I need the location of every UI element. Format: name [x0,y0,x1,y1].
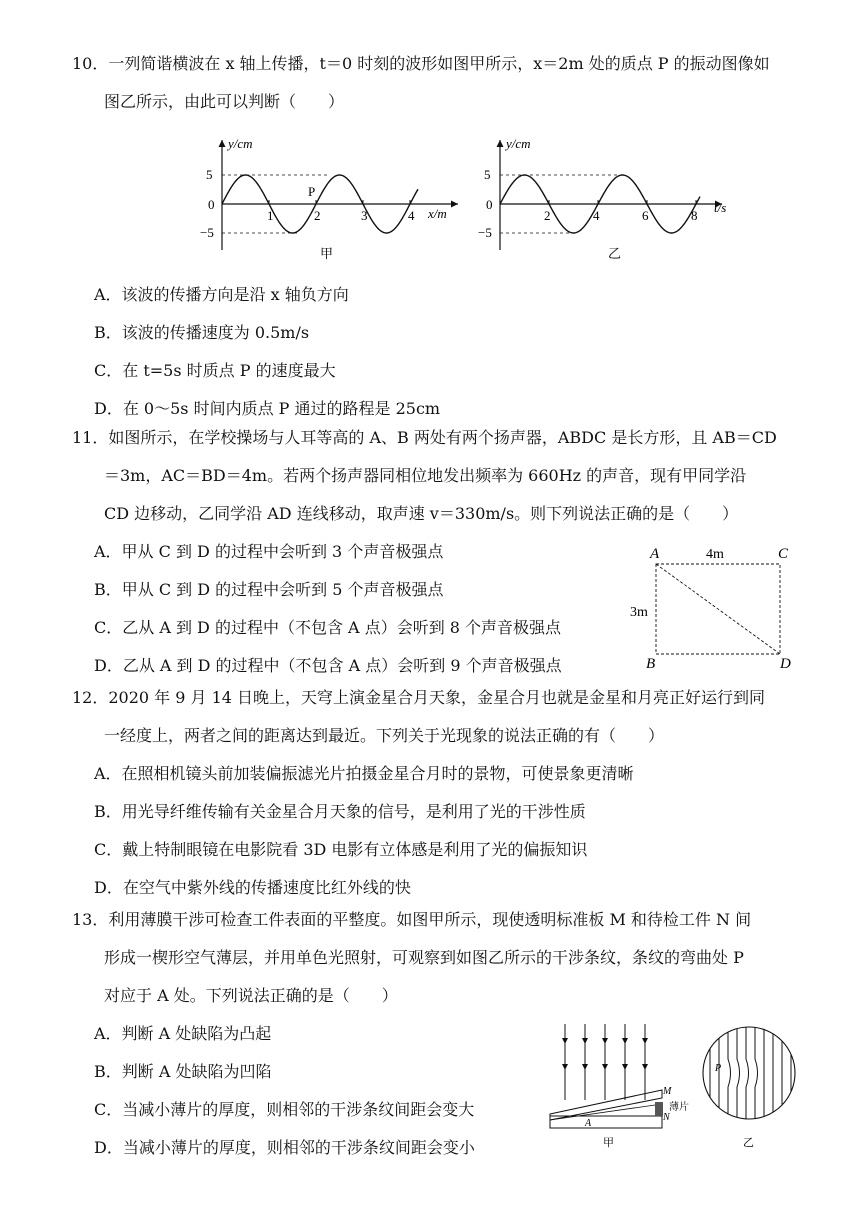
q11-label-a: A [650,546,660,562]
q13-fringe-figure [695,1015,815,1150]
q12-stem-line1: 12．2020 年 9 月 14 日晚上，天穹上演金星合月天象，金星合月也就是金星和月亮正好运行到同 [72,688,766,707]
q10-graphB-ytick-neg5: −5 [478,225,492,240]
q11-option-d: D．乙从 A 到 D 的过程中（不包含 A 点）会听到 9 个声音极强点 [94,656,562,675]
q11-stem-line3: CD 边移动，乙同学沿 AD 连线移动，取声速 v＝330m/s。则下列说法正确的是（ ） [104,504,739,523]
q11-option-c: C．乙从 A 到 D 的过程中（不包含 A 点）会听到 8 个声音极强点 [94,618,562,637]
q13-option-b: B．判断 A 处缺陷为凹陷 [94,1062,272,1081]
q10-graphA-xlabel: x/m [428,206,447,221]
q11-stem-line2: ＝3m，AC＝BD＝4m。若两个扬声器同相位地发出频率为 660Hz 的声音，现有甲同学沿 [104,466,747,485]
q10-graphA-caption: 甲 [320,246,334,261]
q12-option-b: B．用光导纤维传输有关金星合月天象的信号，是利用了光的干涉性质 [94,802,586,821]
q10-vibration-graph [478,130,748,265]
q11-stem-line1: 11．如图所示，在学校操场与人耳等高的 A、B 两处有两个扬声器，ABDC 是长方形，且 AB＝CD [72,428,777,447]
q11-rectangle-figure [628,538,808,674]
q13-option-a: A．判断 A 处缺陷为凸起 [94,1024,272,1043]
q12-option-d: D．在空气中紫外线的传播速度比红外线的快 [94,878,411,897]
q10-graphA-ytick-neg5: −5 [200,225,214,240]
q10-graphA-xtick-2: 2 [314,208,321,223]
q10-graphA-ylabel: y/cm [228,136,253,151]
q13-label-a: A [585,1118,592,1129]
q11-option-a: A．甲从 C 到 D 的过程中会听到 3 个声音极强点 [94,542,444,561]
q13-label-m: M [663,1086,672,1097]
q10-stem-line2: 图乙所示，由此可以判断（ ） [104,92,345,111]
q13-label-sheet: 薄片 [669,1102,689,1113]
q13-label-p: P [715,1063,722,1074]
q12-option-c: C．戴上特制眼镜在电影院看 3D 电影有立体感是利用了光的偏振知识 [94,840,588,859]
q11-label-c: C [778,546,789,562]
q11-label-3m: 3m [630,605,648,620]
q13-wedge-figure [545,1020,710,1150]
q10-graphA-ytick-5: 5 [206,167,213,182]
q10-graphB-xtick-8: 8 [691,208,698,223]
q13-label-n: N [663,1112,670,1123]
q10-option-b: B．该波的传播速度为 0.5m/s [94,323,310,342]
q13-caption-jia: 甲 [603,1137,614,1149]
q10-option-d: D．在 0～5s 时间内质点 P 通过的路程是 25cm [94,399,441,418]
q12-option-a: A．在照相机镜头前加装偏振滤光片拍摄金星合月时的景物，可使景象更清晰 [94,764,634,783]
q13-stem-line3: 对应于 A 处。下列说法正确的是（ ） [104,986,398,1005]
q12-stem-line2: 一经度上，两者之间的距离达到最近。下列关于光现象的说法正确的有（ ） [104,726,665,745]
q10-graphB-xlabel: t/s [714,200,727,215]
q11-label-d: D [780,656,791,672]
q10-graphB-ylabel: y/cm [506,136,531,151]
q13-caption-yi: 乙 [743,1137,754,1149]
q10-graphB-xtick-4: 4 [593,208,600,223]
q13-option-c: C．当减小薄片的厚度，则相邻的干涉条纹间距会变大 [94,1100,475,1119]
q10-graphA-xtick-1: 1 [267,208,274,223]
q13-option-d: D．当减小薄片的厚度，则相邻的干涉条纹间距会变小 [94,1138,475,1157]
q10-graphB-ytick-5: 5 [484,167,491,182]
q10-graphA-xtick-3: 3 [361,208,368,223]
q10-graphA-point-p: P [308,184,316,199]
q10-graphB-xtick-2: 2 [544,208,551,223]
q10-stem-line1: 10．一列简谐横波在 x 轴上传播，t＝0 时刻的波形如图甲所示，x＝2m 处的质点 P 的振动图像如 [72,54,770,73]
q11-option-b: B．甲从 C 到 D 的过程中会听到 5 个声音极强点 [94,580,444,599]
q10-option-a: A．该波的传播方向是沿 x 轴负方向 [94,285,349,304]
q10-graphB-caption: 乙 [608,246,622,261]
q13-stem-line1: 13．利用薄膜干涉可检查工件表面的平整度。如图甲所示，现使透明标准板 M 和待检工件 N 间 [72,910,752,929]
q11-label-b: B [646,656,656,672]
q10-option-c: C．在 t=5s 时质点 P 的速度最大 [94,361,336,380]
q13-stem-line2: 形成一楔形空气薄层，并用单色光照射，可观察到如图乙所示的干涉条纹，条纹的弯曲处 P [104,948,744,967]
q10-graphB-xtick-6: 6 [642,208,649,223]
q10-graphA-ytick-0: 0 [208,197,215,212]
q10-graphB-ytick-0: 0 [486,197,493,212]
q11-label-4m: 4m [706,547,724,562]
q10-wave-graph [200,130,470,265]
q10-graphA-xtick-4: 4 [408,208,415,223]
